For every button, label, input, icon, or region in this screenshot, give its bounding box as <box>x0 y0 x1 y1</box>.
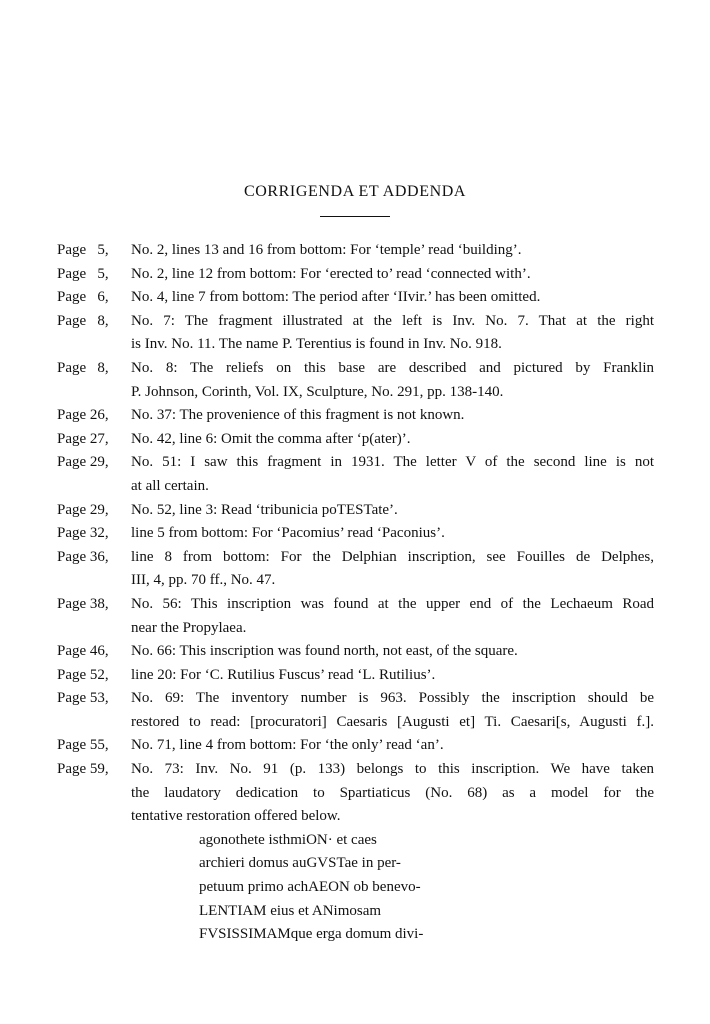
page-reference: Page 52, <box>57 666 109 683</box>
correction-text <box>131 286 654 310</box>
corrigendum-entry <box>57 499 654 523</box>
page-reference: Page 29, <box>57 454 109 471</box>
corrigendum-entry <box>57 522 654 546</box>
correction-line: No. 7: The fragment illustrated at the left is Inv. No. 7. That at the right <box>131 312 654 329</box>
correction-text <box>131 546 654 593</box>
correction-text <box>131 640 654 664</box>
correction-line: No. 51: I saw this fragment in 1931. The letter V of the second line is not <box>131 454 654 471</box>
correction-text <box>131 239 654 263</box>
page-reference: Page 32, <box>57 525 109 542</box>
page-title: CORRIGENDA ET ADDENDA <box>243 183 467 200</box>
page-reference: Page 6, <box>57 289 109 306</box>
correction-text <box>131 357 654 404</box>
correction-text <box>131 404 654 428</box>
correction-text <box>131 499 654 523</box>
correction-line: No. 2, lines 13 and 16 from bottom: For ‘temple’ read ‘building’. <box>131 242 522 258</box>
restoration-line: agonothete isthmiON· et caes <box>199 831 377 848</box>
corrigenda-list <box>57 239 654 947</box>
corrigendum-entry <box>57 404 654 428</box>
page-reference: Page 27, <box>57 430 109 447</box>
page-reference: Page 53, <box>57 690 109 707</box>
correction-line: No. 66: This inscription was found north, not east, of the square. <box>131 643 518 660</box>
correction-text <box>131 734 654 758</box>
correction-text <box>131 758 654 829</box>
page-reference: Page 59, <box>57 761 109 778</box>
corrigendum-entry <box>57 357 654 404</box>
page-reference: Page 5, <box>57 242 109 258</box>
corrigendum-entry <box>57 758 654 829</box>
correction-line: line 8 from bottom: For the Delphian inscription, see Fouilles de Delphes, <box>131 548 654 565</box>
corrigendum-entry <box>57 640 654 664</box>
correction-line: No. 4, line 7 from bottom: The period after ‘IIvir.’ has been omitted. <box>131 289 541 306</box>
corrigendum-entry <box>57 428 654 452</box>
correction-line: No. 73: Inv. No. 91 (p. 133) belongs to this inscription. We have taken <box>131 761 654 778</box>
restoration-line: FVSISSIMAMque erga domum divi- <box>199 926 424 943</box>
page-reference: Page 38, <box>57 595 109 612</box>
page-reference: Page 8, <box>57 359 109 376</box>
correction-line: No. 8: The reliefs on this base are described and pictured by Franklin <box>131 359 654 376</box>
correction-text <box>131 687 654 734</box>
page-reference: Page 26, <box>57 407 109 424</box>
restoration-wrapper <box>57 829 654 947</box>
page-reference: Page 36, <box>57 548 109 565</box>
correction-text <box>131 263 654 287</box>
correction-line: tentative restoration offered below. <box>131 808 341 825</box>
correction-line: restored to read: [procuratori] Caesaris [Augusti et] Ti. Caesari[s, Augusti f.]. <box>131 713 654 730</box>
correction-line: the laudatory dedication to Spartiaticus (No. 68) as a model for the <box>131 784 654 801</box>
correction-text <box>131 310 654 357</box>
page-reference: Page 46, <box>57 643 109 660</box>
correction-line: line 5 from bottom: For ‘Pacomius’ read ‘Paconius’. <box>131 525 445 542</box>
corrigendum-entry <box>57 451 654 498</box>
correction-line: No. 69: The inventory number is 963. Possibly the inscription should be <box>131 690 654 707</box>
corrigendum-entry <box>57 263 654 287</box>
correction-text <box>131 428 654 452</box>
correction-text <box>131 451 654 498</box>
correction-text <box>131 593 654 640</box>
inscription-restoration <box>131 829 654 947</box>
restoration-line: archieri domus auGVSTae in per- <box>199 855 401 872</box>
correction-line: No. 37: The provenience of this fragment is not known. <box>131 407 465 424</box>
title-rule <box>320 216 390 217</box>
corrigendum-entry <box>57 687 654 734</box>
correction-text <box>131 664 654 688</box>
page-reference: Page 55, <box>57 737 109 754</box>
correction-line: at all certain. <box>131 477 209 494</box>
correction-line: is Inv. No. 11. The name P. Terentius is found in Inv. No. 918. <box>131 336 502 353</box>
corrigendum-entry <box>57 239 654 263</box>
correction-line: III, 4, pp. 70 ff., No. 47. <box>131 572 276 589</box>
correction-line: line 20: For ‘C. Rutilius Fuscus’ read ‘L. Rutilius’. <box>131 666 436 683</box>
restoration-line: LENTIAM eius et ANimosam <box>199 902 382 919</box>
corrigendum-entry <box>57 734 654 758</box>
correction-line: No. 56: This inscription was found at the upper end of the Lechaeum Road <box>131 595 654 612</box>
correction-text <box>131 522 654 546</box>
corrigendum-entry <box>57 546 654 593</box>
correction-line: No. 2, line 12 from bottom: For ‘erected to’ read ‘connected with’. <box>131 265 531 282</box>
corrigendum-entry <box>57 286 654 310</box>
correction-line: No. 71, line 4 from bottom: For ‘the only’ read ‘an’. <box>131 737 444 754</box>
corrigendum-entry <box>57 310 654 357</box>
corrigendum-entry <box>57 593 654 640</box>
page-reference: Page 5, <box>57 265 109 282</box>
page-reference: Page 8, <box>57 312 109 329</box>
correction-line: P. Johnson, Corinth, Vol. IX, Sculpture, No. 291, pp. 138-140. <box>131 383 504 400</box>
restoration-line: petuum primo achAEON ob benevo- <box>199 879 421 896</box>
correction-line: No. 42, line 6: Omit the comma after ‘p(ater)’. <box>131 430 411 447</box>
page-reference: Page 29, <box>57 501 109 518</box>
correction-line: No. 52, line 3: Read ‘tribunicia poTESTate’. <box>131 501 398 518</box>
corrigendum-entry <box>57 664 654 688</box>
correction-line: near the Propylaea. <box>131 619 247 636</box>
